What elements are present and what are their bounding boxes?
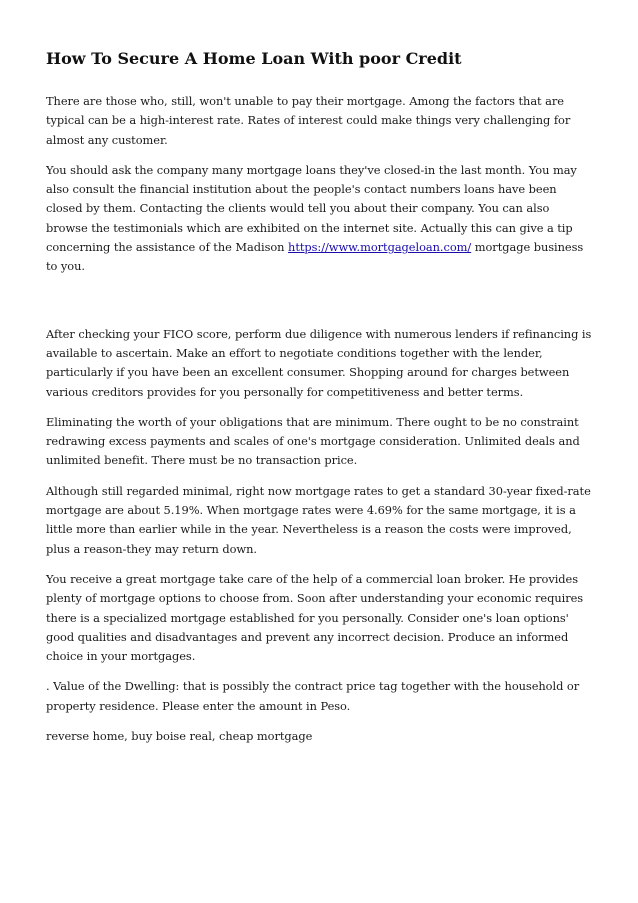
document-page	[46, 48, 594, 757]
paragraph-company	[46, 161, 594, 277]
paragraph-dwelling-value: . Value of the Dwelling: that is possibly the contract price tag together with the household or property residence. Please enter the amount in Peso.	[46, 679, 580, 713]
paragraph-intro: There are those who, still, won't unable to pay their mortgage. Among the factors that are typical can be a high-interest rate. Rates of interest could make things very challenging for almost any customer.	[46, 94, 571, 147]
paragraph-company-text-start: You should ask the company many mortgage loans they've closed-in the last month. You may also consult the financial institution about the people's contact numbers loans have been closed by them. Contacting the clients would tell you about their company. You can also browse the testimonials which are exhibited on the internet site. Actually this can give a tip concerning the assistance of the Madison	[46, 162, 577, 255]
paragraph-tags: reverse home, buy boise real, cheap mortgage	[46, 729, 313, 744]
mortgageloan-link[interactable]: https://www.mortgageloan.com/	[288, 240, 472, 255]
paragraph-broker: You receive a great mortgage take care of the help of a commercial loan broker. He provides plenty of mortgage options to choose from. Soon after understanding your economic requires there is a specialized mortgage established for you personally. Consider one's loan options' good qualities and disadvantages and prevent any incorrect decision. Produce an informed choice in your mortgages.	[46, 571, 584, 664]
paragraph-company-text-end: mortgage business to you.	[46, 240, 584, 274]
page-title: How To Secure A Home Loan With poor Credit	[46, 49, 462, 68]
paragraph-rates: Although still regarded minimal, right now mortgage rates to get a standard 30-year fixed-rate mortgage are about 5.19%. When mortgage rates were 4.69% for the same mortgage, it is a little more than earlier while in the year. Nevertheless is a reason the costs were improved, plus a reason-they may return down.	[46, 483, 591, 556]
paragraph-obligations: Eliminating the worth of your obligations that are minimum. There ought to be no constraint redrawing excess payments and scales of one's mortgage consideration. Unlimited deals and unlimited benefit. There must be no transaction price.	[46, 414, 580, 468]
paragraph-fico: After checking your FICO score, perform due diligence with numerous lenders if refinancing is available to ascertain. Make an effort to negotiate conditions together with the lender, particularly if you have been an excellent consumer. Shopping around for charges between various creditors provides for you personally for competitiveness and better terms.	[46, 326, 592, 399]
